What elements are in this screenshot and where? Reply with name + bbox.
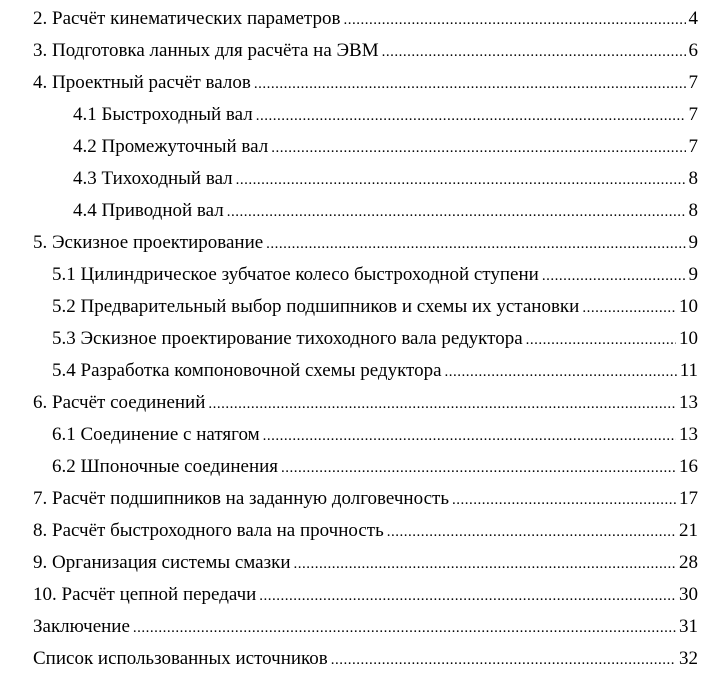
toc-entry-page-number: 31 xyxy=(679,616,698,637)
dot-leader xyxy=(445,356,677,388)
toc-entry[interactable] xyxy=(0,515,715,547)
toc-entry[interactable] xyxy=(0,451,715,483)
toc-entry[interactable] xyxy=(0,355,715,387)
toc-entry[interactable] xyxy=(0,291,715,323)
toc-entry[interactable] xyxy=(0,67,715,99)
toc-entry-title: 5.3 Эскизное проектирование тихоходного вала редуктора xyxy=(52,328,523,349)
dot-leader xyxy=(208,388,676,420)
toc-entry[interactable] xyxy=(0,195,715,227)
toc-entry-page-number: 7 xyxy=(688,136,698,157)
toc-entry-title: 4.4 Приводной вал xyxy=(73,200,224,221)
toc-entry[interactable] xyxy=(0,323,715,355)
table-of-contents xyxy=(0,3,715,675)
toc-entry[interactable] xyxy=(0,611,715,643)
dot-leader xyxy=(256,100,686,132)
toc-entry[interactable] xyxy=(0,259,715,291)
toc-entry[interactable] xyxy=(0,99,715,131)
toc-entry-title: 6.1 Соединение с натягом xyxy=(52,424,260,445)
toc-entry[interactable] xyxy=(0,483,715,515)
toc-entry-title: 5. Эскизное проектирование xyxy=(33,232,264,253)
toc-entry-title: 9. Организация системы смазки xyxy=(33,552,291,573)
toc-entry-page-number: 17 xyxy=(679,488,698,509)
dot-leader xyxy=(294,548,676,580)
toc-entry[interactable] xyxy=(0,163,715,195)
toc-entry-page-number: 13 xyxy=(679,424,698,445)
toc-entry-title: 10. Расчёт цепной передачи xyxy=(33,584,257,605)
toc-entry-title: 4.3 Тихоходный вал xyxy=(73,168,233,189)
dot-leader xyxy=(331,644,676,676)
toc-entry[interactable] xyxy=(0,3,715,35)
dot-leader xyxy=(281,452,676,484)
toc-entry-page-number: 21 xyxy=(679,520,698,541)
dot-leader xyxy=(254,68,686,100)
toc-entry-page-number: 7 xyxy=(688,104,698,125)
dot-leader xyxy=(236,164,686,196)
dot-leader xyxy=(343,4,685,36)
dot-leader xyxy=(259,580,676,612)
toc-entry-page-number: 30 xyxy=(679,584,698,605)
toc-entry-page-number: 28 xyxy=(679,552,698,573)
toc-entry[interactable] xyxy=(0,387,715,419)
toc-entry-title: 7. Расчёт подшипников на заданную долговечность xyxy=(33,488,449,509)
toc-entry-title: 4. Проектный расчёт валов xyxy=(33,72,251,93)
toc-entry[interactable] xyxy=(0,131,715,163)
toc-entry[interactable] xyxy=(0,579,715,611)
toc-entry-title: 4.1 Быстроходный вал xyxy=(73,104,253,125)
toc-entry[interactable] xyxy=(0,643,715,675)
toc-entry-page-number: 9 xyxy=(688,264,698,285)
toc-entry-page-number: 4 xyxy=(688,8,698,29)
toc-entry-title: 8. Расчёт быстроходного вала на прочность xyxy=(33,520,384,541)
toc-entry-page-number: 10 xyxy=(679,328,698,349)
toc-entry-title: 4.2 Промежуточный вал xyxy=(73,136,269,157)
toc-entry-page-number: 8 xyxy=(688,168,698,189)
toc-entry-page-number: 10 xyxy=(679,296,698,317)
toc-entry-page-number: 7 xyxy=(688,72,698,93)
toc-entry-page-number: 6 xyxy=(688,40,698,61)
toc-entry-page-number: 16 xyxy=(679,456,698,477)
dot-leader xyxy=(382,36,686,68)
dot-leader xyxy=(526,324,676,356)
toc-entry-title: 3. Подготовка ланных для расчёта на ЭВМ xyxy=(33,40,379,61)
dot-leader xyxy=(227,196,686,228)
toc-entry-title: Заключение xyxy=(33,616,130,637)
dot-leader xyxy=(263,420,676,452)
toc-entry-page-number: 8 xyxy=(688,200,698,221)
dot-leader xyxy=(133,612,676,644)
dot-leader xyxy=(387,516,676,548)
toc-entry[interactable] xyxy=(0,547,715,579)
toc-entry-page-number: 32 xyxy=(679,648,698,669)
toc-entry-title: 2. Расчёт кинематических параметров xyxy=(33,8,341,29)
toc-entry-page-number: 13 xyxy=(679,392,698,413)
toc-entry[interactable] xyxy=(0,35,715,67)
dot-leader xyxy=(266,228,685,260)
toc-entry-title: 5.4 Разработка компоновочной схемы редуктора xyxy=(52,360,442,381)
dot-leader xyxy=(452,484,676,516)
toc-entry-title: 5.1 Цилиндрическое зубчатое колесо быстроходной ступени xyxy=(52,264,539,285)
dot-leader xyxy=(271,132,685,164)
toc-entry[interactable] xyxy=(0,419,715,451)
toc-entry-page-number: 9 xyxy=(688,232,698,253)
toc-entry-title: 5.2 Предварительный выбор подшипников и схемы их установки xyxy=(52,296,580,317)
toc-entry-title: 6.2 Шпоночные соединения xyxy=(52,456,279,477)
toc-entry-page-number: 11 xyxy=(679,360,698,381)
dot-leader xyxy=(582,292,676,324)
toc-entry-title: Список использованных источников xyxy=(33,648,328,669)
dot-leader xyxy=(542,260,686,292)
toc-entry[interactable] xyxy=(0,227,715,259)
toc-entry-title: 6. Расчёт соединений xyxy=(33,392,206,413)
